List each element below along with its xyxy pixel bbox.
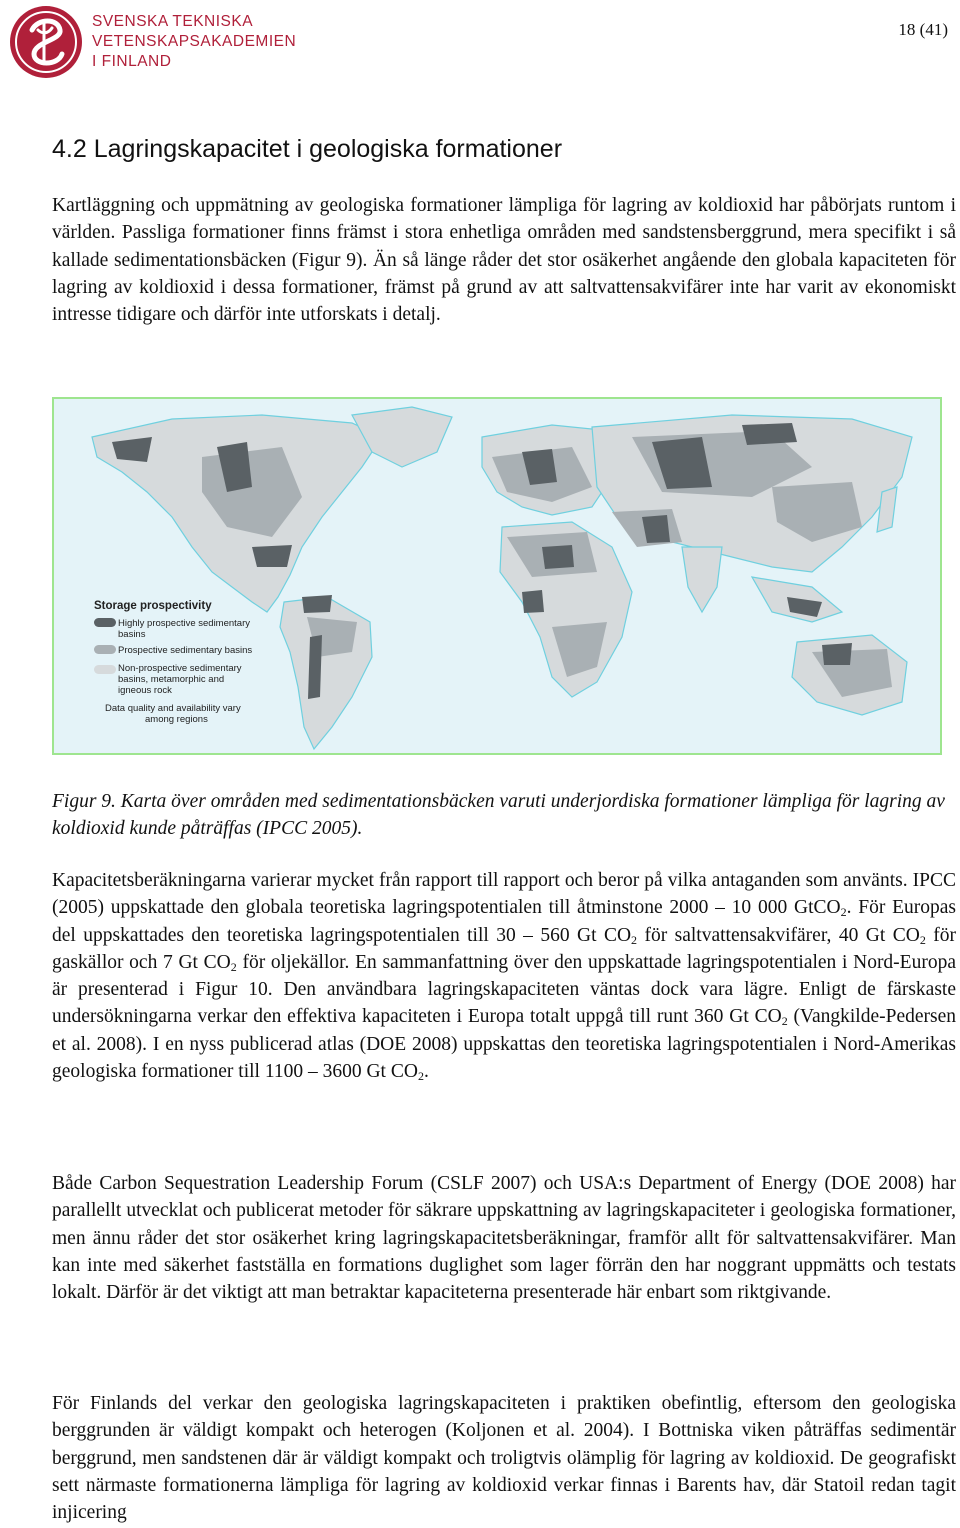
paragraph-intro: Kartläggning och uppmätning av geologiska formationer lämpliga för lagring av koldioxid har påbörjats runtom i världen. Passliga formationer finns främst i stora enhetliga områden med sandstensberggrund, mera specifikt i så kallade sedimentationsbäcken (Figur 9). Än så länge råder det stor osäkerhet angående den globala kapaciteten för lagring av koldioxid i dessa formationer, främst på grund av att saltvattensakvifärer inte har varit av ekonomiskt intresse tidigare och därför inte utforskats i detalj. bbox=[52, 195, 956, 326]
legend-swatch-highly bbox=[94, 618, 116, 627]
capacity-text-5: för oljekällor. En sammanfattning över den uppskattade lagringspotentialen i Nord-Europa är presenterad i Figur 10. Den användbara lagringskapaciteten väntas dock vara lägre. Enligt de färskaste undersökningarna verkar den effektiva kapaciteten i Europa totalt uppgå till runt 360 Gt CO bbox=[52, 951, 956, 1028]
page-number: 18 (41) bbox=[898, 20, 948, 39]
academy-logo bbox=[8, 4, 308, 80]
subscript-2: 2 bbox=[230, 959, 237, 974]
capacity-text-6: (Vangkilde-Pedersen et al. 2008). I en nyss publicerad atlas (DOE 2008) uppskattas den teoretiska lagringspotentialen i Nord-Amerikas geologiska formationer till 1100 – 3600 Gt CO bbox=[52, 1006, 956, 1083]
capacity-text-3: för saltvattensakvifärer, 40 Gt CO bbox=[637, 924, 920, 946]
basin-arctic-russia bbox=[742, 423, 797, 445]
logo-line-3: I FINLAND bbox=[92, 53, 172, 70]
basin-australia-nw bbox=[822, 643, 852, 665]
legend-prospective-line-1: Prospective sedimentary basins bbox=[118, 645, 253, 656]
logo-line-1: SVENSKA TEKNISKA bbox=[92, 13, 254, 30]
subscript-2: 2 bbox=[417, 1069, 424, 1084]
paragraph-capacity bbox=[52, 867, 956, 1085]
basin-andes bbox=[308, 635, 322, 699]
legend-note-line-2: among regions bbox=[145, 714, 208, 725]
legend-non-prospective-line-3: igneous rock bbox=[118, 685, 172, 696]
academy-emblem-icon bbox=[8, 4, 84, 80]
subscript-2: 2 bbox=[631, 932, 638, 947]
paragraph-methods: Både Carbon Sequestration Leadership Forum (CSLF 2007) och USA:s Department of Energy (DOE 2008) har parallellt utvecklat och publicerat metoder för säkrare uppskattning av lagringskapaciteter i geologiska formationer, men ännu råder det stor osäkerhet kring lagringskapacitetsberäkningar, framför allt för saltvattensakvifärer. Man kan inte med säkerhet fastställa en formations duglighet som lager förrän den har noggrant uppmätts och testats lokalt. Därför är det viktigt att man betraktar kapaciteterna presenterade här enbart som riktgivande. bbox=[52, 1173, 956, 1304]
academy-name bbox=[92, 12, 296, 72]
legend-note-line-1: Data quality and availability vary bbox=[105, 703, 241, 714]
basin-venezuela bbox=[302, 595, 332, 613]
legend-highly-line-1: Highly prospective sedimentary bbox=[118, 618, 251, 629]
legend-non-prospective-line-2: basins, metamorphic and bbox=[118, 674, 225, 685]
section-title: 4.2 Lagringskapacitet i geologiska formationer bbox=[52, 135, 563, 163]
legend-swatch-prospective bbox=[94, 645, 116, 654]
legend-non-prospective-line-1: Non-prospective sedimentary bbox=[118, 663, 242, 674]
subscript-2: 2 bbox=[919, 932, 926, 947]
figure-caption: Figur 9. Karta över områden med sedimentationsbäcken varuti underjordiska formationer lämpliga för lagring av koldioxid kunde påträffas (IPCC 2005). bbox=[52, 791, 945, 839]
legend-highly-line-2: basins bbox=[118, 629, 146, 640]
map-legend bbox=[94, 600, 252, 725]
storage-map-figure bbox=[52, 397, 942, 755]
basin-gulf bbox=[252, 545, 292, 567]
capacity-text-4: för gaskällor och 7 Gt CO bbox=[52, 924, 956, 973]
basin-persian-gulf bbox=[642, 515, 670, 543]
legend-title: Storage prospectivity bbox=[94, 600, 212, 612]
basin-west-africa bbox=[522, 590, 544, 613]
capacity-text-7: . bbox=[423, 1061, 429, 1083]
capacity-text-1: Kapacitetsberäkningarna varierar mycket från rapport till rapport och beror på vilka antaganden som använts. IPCC (2005) uppskattade den globala teoretiska lagringspotentialen till åtminstone 2000 – 10 000 GtCO bbox=[52, 870, 956, 919]
logo-line-2: VETENSKAPSAKADEMIEN bbox=[92, 33, 297, 50]
world-map bbox=[52, 397, 942, 755]
legend-swatch-non-prospective bbox=[94, 665, 116, 674]
basin-sahara bbox=[542, 545, 574, 569]
paragraph-finland: För Finlands del verkar den geologiska lagringskapaciteten i praktiken obefintlig, eftersom den geologiska berggrunden är väldigt kompakt och heterogen (Koljonen et al. 2004). I Bottniska viken påträffas sedimentär berggrund, men sandstenen där är väldigt kompakt och troligtvis olämplig för lagring av koldioxid. De geografiskt sett närmaste formationerna lämpliga för lagring av koldioxid verkar finnas i Barents hav, där Statoil redan tagit injicering bbox=[52, 1393, 956, 1524]
capacity-text-2: . För Europas del uppskattades den teoretiska lagringspotentialen till 30 – 560 Gt CO bbox=[52, 897, 956, 946]
subscript-2: 2 bbox=[840, 905, 847, 920]
subscript-2: 2 bbox=[781, 1014, 788, 1029]
